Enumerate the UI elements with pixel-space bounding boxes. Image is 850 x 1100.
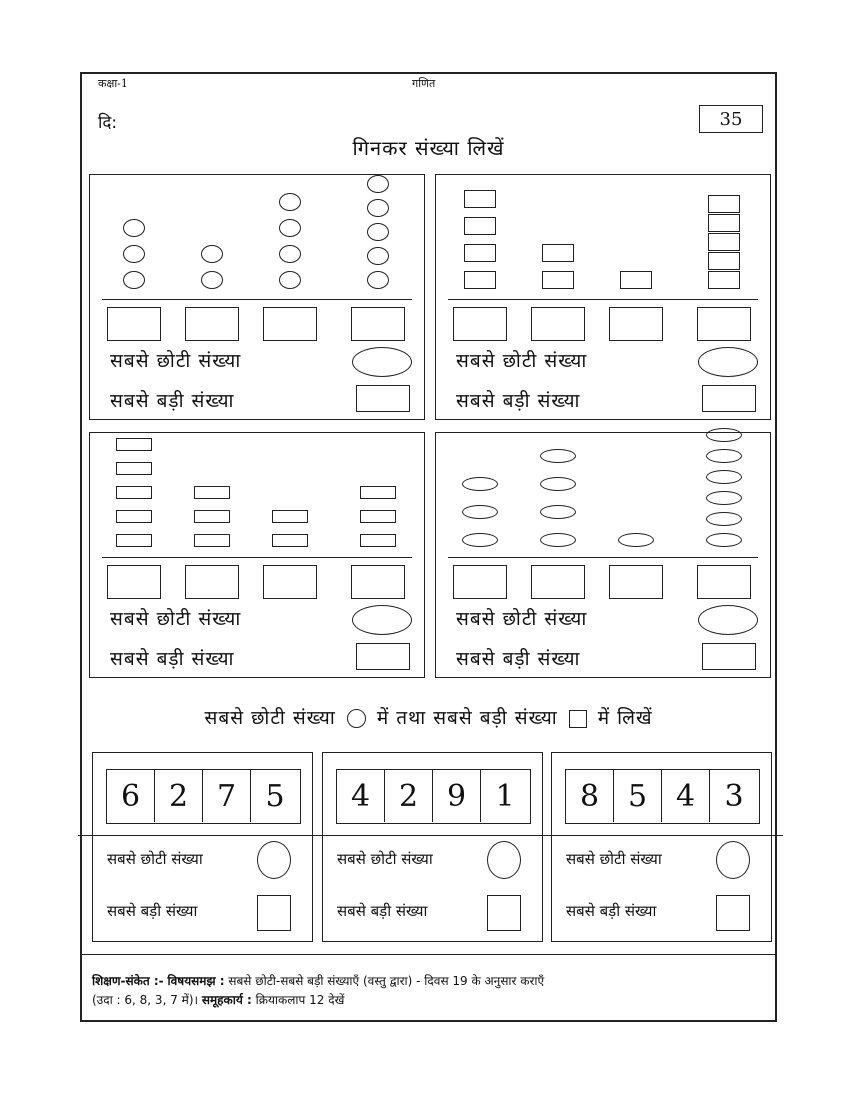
smallest-answer-circle[interactable] xyxy=(716,841,750,879)
bar-shape xyxy=(194,510,230,523)
baseline xyxy=(448,557,758,558)
ellipse-shape xyxy=(540,449,576,463)
smallest-answer-circle[interactable] xyxy=(257,841,291,879)
ellipse-shape xyxy=(540,533,576,547)
ellipse-shape xyxy=(540,505,576,519)
largest-answer-box[interactable] xyxy=(716,895,750,931)
concept-text: सबसे छोटी-सबसे बड़ी संख्याएँ (वस्तु द्वारा) - दिवस 19 के अनुसार कराएँ xyxy=(228,974,545,988)
largest-answer-box[interactable] xyxy=(257,895,291,931)
digit-cell: 4 xyxy=(662,770,710,822)
bar-shape xyxy=(272,510,308,523)
ellipse-shape xyxy=(462,533,498,547)
bar-shape xyxy=(360,510,396,523)
circle-shape xyxy=(123,245,145,263)
digit-panel-1 xyxy=(92,752,313,942)
circle-shape xyxy=(367,247,389,265)
circle-shape xyxy=(367,199,389,217)
circle-shape xyxy=(279,219,301,237)
digit-panel-2 xyxy=(322,752,543,942)
circle-shape xyxy=(123,219,145,237)
footer-line-1 xyxy=(92,972,544,989)
smallest-answer-oval[interactable] xyxy=(698,605,758,635)
baseline xyxy=(102,299,412,300)
bar-shape xyxy=(116,462,152,475)
teaching-hint-label: शिक्षण-संकेत :- xyxy=(92,974,164,988)
bar-shape xyxy=(194,486,230,499)
smallest-label: सबसे छोटी संख्या xyxy=(337,850,433,868)
circle-shape xyxy=(201,245,223,263)
largest-answer-box[interactable] xyxy=(487,895,521,931)
square-shape xyxy=(708,195,740,213)
count-answer-box[interactable] xyxy=(185,307,239,341)
bar-shape xyxy=(116,510,152,523)
count-answer-box[interactable] xyxy=(263,307,317,341)
smallest-label: सबसे छोटी संख्या xyxy=(107,850,203,868)
circle-shape xyxy=(201,271,223,289)
worksheet-page xyxy=(80,72,777,1022)
count-answer-box[interactable] xyxy=(453,565,507,599)
footer-line-2 xyxy=(92,991,344,1008)
largest-label: सबसे बड़ी संख्या xyxy=(107,902,198,920)
count-answer-box[interactable] xyxy=(697,565,751,599)
concept-label: विषयसमझ : xyxy=(167,974,225,988)
circle-symbol xyxy=(347,709,366,728)
ellipse-shape xyxy=(462,505,498,519)
count-answer-box[interactable] xyxy=(697,307,751,341)
count-answer-box[interactable] xyxy=(107,307,161,341)
digit-cell: 1 xyxy=(495,778,515,814)
square-shape xyxy=(464,190,496,208)
circle-shape xyxy=(123,271,145,289)
ellipse-shape xyxy=(706,449,742,463)
bar-shape xyxy=(116,486,152,499)
circle-shape xyxy=(367,175,389,193)
bar-shape xyxy=(272,534,308,547)
circle-shape xyxy=(367,271,389,289)
page-number-box: 35 xyxy=(699,105,763,133)
ellipse-shape xyxy=(618,533,654,547)
smallest-label: सबसे छोटी संख्या xyxy=(110,350,242,372)
ellipse-shape xyxy=(462,477,498,491)
smallest-label: सबसे छोटी संख्या xyxy=(456,608,588,630)
digit-cell: 3 xyxy=(724,778,744,814)
count-answer-box[interactable] xyxy=(609,307,663,341)
square-shape xyxy=(708,252,740,270)
square-shape xyxy=(542,271,574,289)
bar-shape xyxy=(194,534,230,547)
page-title: गिनकर संख्या लिखें xyxy=(352,136,505,160)
group-text: क्रियाकलाप 12 देखें xyxy=(255,993,345,1007)
class-label: कक्षा-1 xyxy=(98,77,128,90)
baseline xyxy=(102,557,412,558)
ellipse-shape xyxy=(706,533,742,547)
circle-shape xyxy=(279,193,301,211)
square-symbol xyxy=(569,710,587,728)
bar-shape xyxy=(360,534,396,547)
count-answer-box[interactable] xyxy=(531,307,585,341)
square-shape xyxy=(464,271,496,289)
smallest-label: सबसे छोटी संख्या xyxy=(456,350,588,372)
largest-answer-box[interactable] xyxy=(356,385,410,412)
smallest-label: सबसे छोटी संख्या xyxy=(566,850,662,868)
count-answer-box[interactable] xyxy=(351,565,405,599)
count-answer-box[interactable] xyxy=(263,565,317,599)
subject-label: गणित xyxy=(412,77,436,90)
digit-cell: 9 xyxy=(433,770,481,822)
square-shape xyxy=(708,214,740,232)
square-shape xyxy=(542,244,574,262)
largest-label: सबसे बड़ी संख्या xyxy=(456,648,581,670)
counting-panel-3 xyxy=(89,432,425,678)
largest-label: सबसे बड़ी संख्या xyxy=(110,648,235,670)
digit-cell: 2 xyxy=(155,770,203,822)
counting-panel-1 xyxy=(89,174,425,420)
ellipse-shape xyxy=(706,470,742,484)
largest-label: सबसे बड़ी संख्या xyxy=(566,902,657,920)
count-answer-box[interactable] xyxy=(107,565,161,599)
largest-label: सबसे बड़ी संख्या xyxy=(337,902,428,920)
bar-shape xyxy=(116,438,152,451)
bar-shape xyxy=(360,486,396,499)
digit-cell: 6 xyxy=(107,770,155,822)
baseline xyxy=(448,299,758,300)
largest-label: सबसे बड़ी संख्या xyxy=(110,390,235,412)
largest-answer-box[interactable] xyxy=(702,643,756,670)
example-text: (उदा : 6, 8, 3, 7 में)। xyxy=(92,993,199,1007)
date-label: दि: xyxy=(98,113,118,133)
ellipse-shape xyxy=(706,428,742,442)
ellipse-shape xyxy=(706,491,742,505)
instruction-part-1: सबसे छोटी संख्या xyxy=(204,707,336,729)
smallest-label: सबसे छोटी संख्या xyxy=(110,608,242,630)
instruction-line xyxy=(82,704,775,730)
digit-strip xyxy=(565,769,760,824)
ellipse-shape xyxy=(706,512,742,526)
instruction-part-3: में लिखें xyxy=(597,707,653,729)
group-label: समूहकार्य : xyxy=(201,993,252,1007)
largest-label: सबसे बड़ी संख्या xyxy=(456,390,581,412)
largest-answer-box[interactable] xyxy=(702,385,756,412)
count-answer-box[interactable] xyxy=(609,565,663,599)
digit-cell: 4 xyxy=(337,770,385,822)
counting-panel-4 xyxy=(435,432,771,678)
smallest-answer-oval[interactable] xyxy=(352,347,412,377)
circle-shape xyxy=(367,223,389,241)
digit-cell: 8 xyxy=(566,770,614,822)
digit-cell: 5 xyxy=(614,770,662,822)
square-shape xyxy=(708,271,740,289)
smallest-answer-oval[interactable] xyxy=(352,605,412,635)
count-answer-box[interactable] xyxy=(531,565,585,599)
digit-strip xyxy=(106,769,301,824)
smallest-answer-circle[interactable] xyxy=(487,841,521,879)
count-answer-box[interactable] xyxy=(351,307,405,341)
square-shape xyxy=(464,244,496,262)
count-answer-box[interactable] xyxy=(185,565,239,599)
digit-cell: 7 xyxy=(203,770,251,822)
ellipse-shape xyxy=(540,477,576,491)
smallest-answer-oval[interactable] xyxy=(698,347,758,377)
divider-line xyxy=(78,835,783,836)
instruction-part-2: में तथा सबसे बड़ी संख्या xyxy=(376,707,558,729)
counting-panel-2 xyxy=(435,174,771,420)
footer-rule xyxy=(82,954,775,955)
digit-cell: 5 xyxy=(265,778,285,814)
square-shape xyxy=(708,233,740,251)
digit-panel-3 xyxy=(551,752,772,942)
digit-cell: 2 xyxy=(385,770,433,822)
circle-shape xyxy=(279,271,301,289)
count-answer-box[interactable] xyxy=(453,307,507,341)
circle-shape xyxy=(279,245,301,263)
square-shape xyxy=(464,217,496,235)
square-shape xyxy=(620,271,652,289)
bar-shape xyxy=(116,534,152,547)
digit-strip xyxy=(336,769,531,824)
largest-answer-box[interactable] xyxy=(356,643,410,670)
